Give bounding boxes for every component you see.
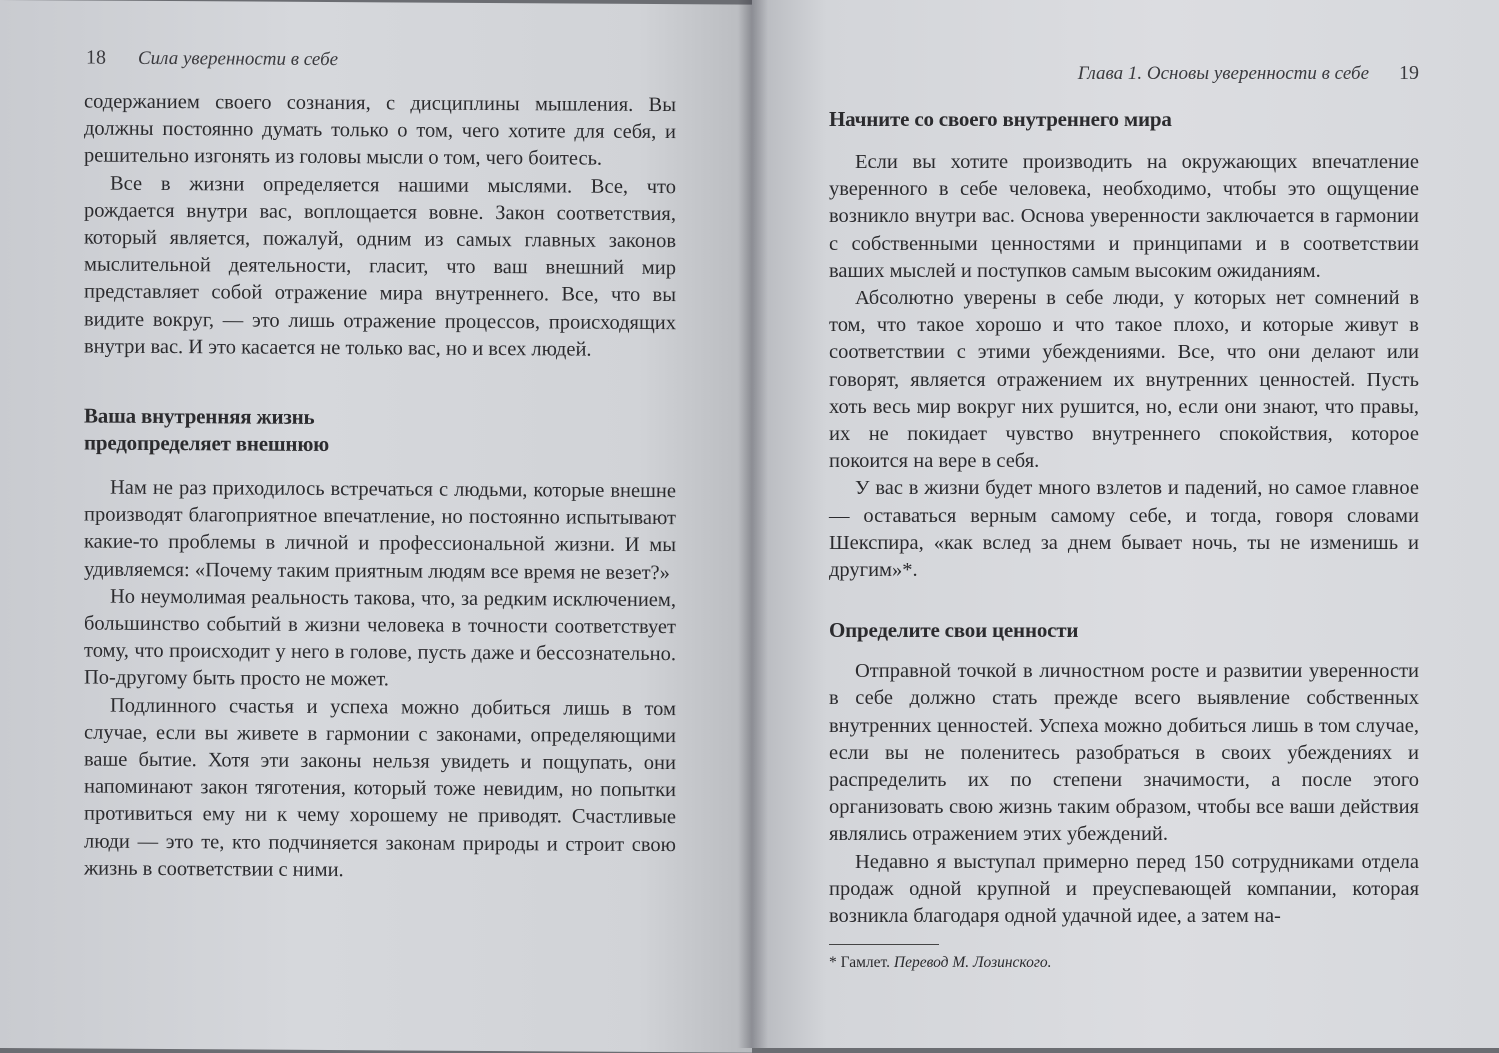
paragraph: содержанием своего сознания, с дисциплины мышления. Вы должны постоянно думать только о том, чего хотите для себя, и решительно изгонять из головы мысли о том, чего боитесь. <box>84 90 676 171</box>
right-page-body <box>829 106 1419 973</box>
heading-line: предопределяет внешнюю <box>84 430 330 457</box>
right-page <box>752 0 1499 1048</box>
right-page-number: 19 <box>1399 62 1419 84</box>
paragraph: Нам не раз приходилось встречаться с людьми, которые внешне производят благоприятное впечатление, но постоянно испытывают какие-то проблемы в личной и профессиональной жизни. И мы удивляемся: «Почему таким приятным людям все время не везет?» <box>84 476 676 584</box>
paragraph: Но неумолимая реальность такова, что, за редким исключением, большинство событий в жизни человека в точности соответствует тому, что происходит у него в голове, пусть даже и бессознательно. По-другому быть просто не может. <box>84 585 676 691</box>
paragraph: Недавно я выступал примерно перед 150 сотрудниками отдела продаж одной крупной и преуспевающей компании, которая возникла благодаря одной удачной идее, а затем на- <box>829 850 1419 928</box>
left-page-body <box>84 89 676 887</box>
book-gutter-shadow <box>738 0 768 1048</box>
left-running-head <box>86 47 338 72</box>
footnote <box>829 953 1419 973</box>
paragraph: Отправной точкой в личностном росте и развитии уверенности в себе должно стать прежде всего выявление собственных внутренних ценностей. Успеха можно добиться лишь в том случае, если вы не поленитесь разобраться в своих убеждениях и распределить их по степени значимости, а после этого организовать свою жизнь таким образом, чтобы все ваши действия являлись отражением этих убеждений. <box>829 660 1419 846</box>
footnote-translator: Перевод М. Лозинского. <box>893 954 1052 972</box>
paragraph: Если вы хотите производить на окружающих впечатление уверенного в себе человека, необходимо, чтобы это ощущение возникло внутри вас. Основа уверенности заключается в гармонии с собственными ценностями и принципами и в соответствии ваших мыслей и поступков самым высоким ожиданиям. <box>829 151 1419 282</box>
paragraph: Абсолютно уверены в себе люди, у которых нет сомнений в том, что такое хорошо и что такое плохо, и которые живут в соответствии с этими убеждениями. Все, что они делают или говорят, является отражением их внутренних ценностей. Пусть хоть весь мир вокруг них рушится, но, если они знают, что правы, их не покидает чувство внутреннего спокойствия, которое покоится на вере в себя. <box>829 287 1419 473</box>
paragraph: Все в жизни определяется нашими мыслями. Все, что рождается внутри вас, воплощается вовне. Закон соответствия, который является, пожалуй, одним из самых главных законов мыслительной деятельности, гласит, что ваш внешний мир представляет собой отражение мира внутреннего. Все, что вы видите вокруг, — это лишь отражение процессов, происходящих внутри вас. И это касается не только вас, но и всех людей. <box>84 172 676 361</box>
footnote-divider <box>829 944 939 945</box>
paragraph: У вас в жизни будет много взлетов и падений, но самое главное — оставаться верным самому себе, и тогда, говоря словами Шекспира, «как вслед за днем бывает ночь, ты не изменишь и другим»*. <box>829 477 1419 582</box>
section-heading: Определите свои ценности <box>829 618 1079 643</box>
paragraph: Подлинного счастья и успеха можно добиться лишь в том случае, если вы живете в гармонии с законами, определяющими ваше бытие. Хотя эти законы нельзя увидеть и пощупать, они напоминают закон тяготения, который тоже невидим, но попытки противиться ему ни к чему хорошему не приводят. Счастливые люди — это те, кто подчиняется законам природы и строит свою жизнь в соответствии с ними. <box>84 694 676 881</box>
footnote-text: * Гамлет. <box>829 954 890 972</box>
left-running-title: Сила уверенности в себе <box>138 47 339 71</box>
right-running-title: Глава 1. Основы уверенности в себе <box>1077 63 1369 84</box>
section-heading <box>84 403 676 461</box>
right-running-head <box>1078 62 1419 85</box>
heading-line: Ваша внутренняя жизнь <box>84 403 315 429</box>
section-heading: Начните со своего внутреннего мира <box>829 107 1172 131</box>
left-page-number: 18 <box>86 46 106 69</box>
